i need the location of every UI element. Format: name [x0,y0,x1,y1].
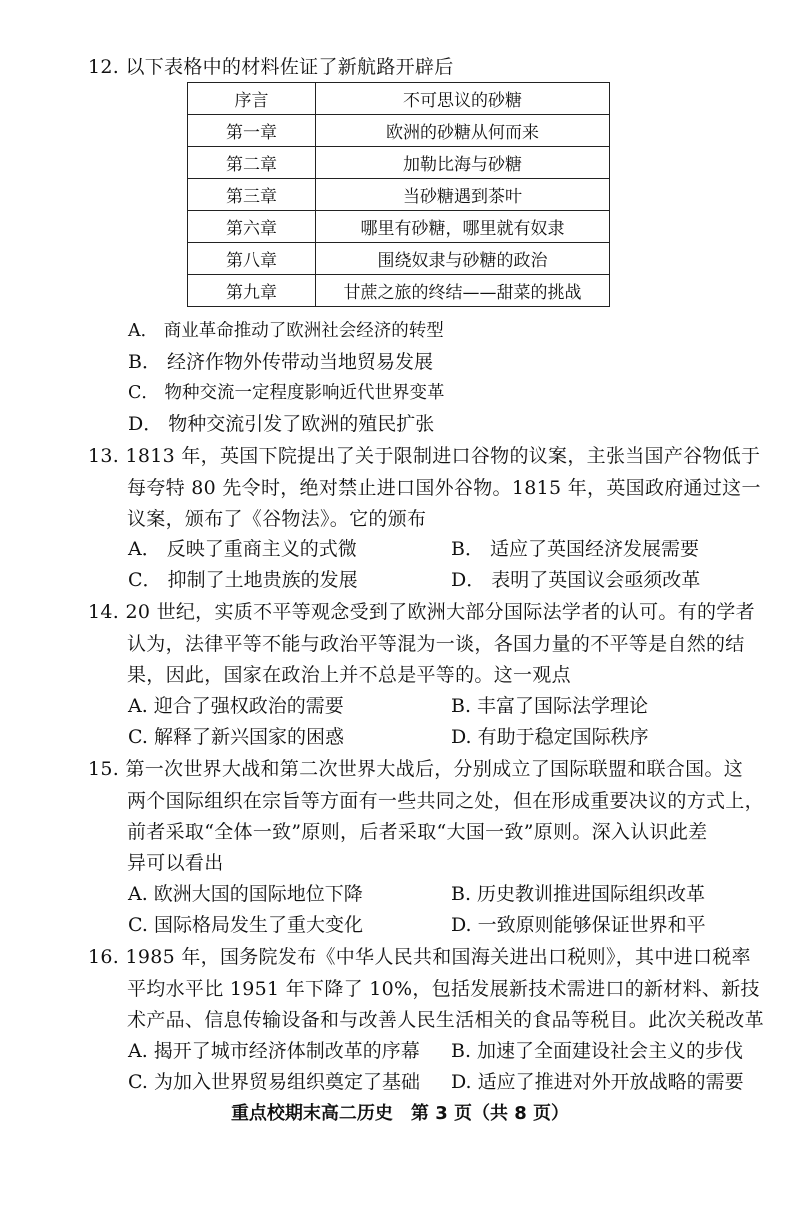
table-cell: 甘蔗之旅的终结——甜菜的挑战 [316,275,610,307]
q14-option-c[interactable]: C. 解释了新兴国家的困惑 [128,726,344,748]
q15-stem-line-1: 15. 第一次世界大战和第二次世界大战后，分别成立了国际联盟和联合国。这 [88,758,744,780]
q14-stem-line-1: 14. 20 世纪，实质不平等观念受到了欧洲大部分国际法学者的认可。有的学者 [88,601,755,623]
table-cell: 第三章 [188,179,316,211]
q15-stem-line-4: 异可以看出 [127,852,224,874]
q13-option-d[interactable]: D． 表明了英国议会亟须改革 [451,569,701,591]
q13-stem-line-3: 议案，颁布了《谷物法》。它的颁布 [127,508,427,530]
q14-stem-line-3: 果，因此，国家在政治上并不总是平等的。这一观点 [127,664,571,686]
q15-stem-line-2: 两个国际组织在宗旨等方面有一些共同之处，但在形成重要决议的方式上， [127,790,764,812]
table-cell: 加勒比海与砂糖 [316,147,610,179]
q15-option-a[interactable]: A. 欧洲大国的国际地位下降 [128,883,363,905]
q12-materials-table [187,82,610,307]
table-cell: 第八章 [188,243,316,275]
q16-option-c[interactable]: C. 为加入世界贸易组织奠定了基础 [128,1071,420,1093]
q14-stem-line-2: 认为，法律平等不能与政治平等混为一谈，各国力量的不平等是自然的结 [127,633,745,655]
q12-option-d[interactable]: D． 物种交流引发了欧洲的殖民扩张 [128,413,435,435]
q12-option-a[interactable]: A． 商业革命推动了欧洲社会经济的转型 [128,321,444,341]
q13-option-a[interactable]: A． 反映了重商主义的式微 [128,538,357,560]
table-row [188,147,610,179]
q13-stem-line-1: 13. 1813 年，英国下院提出了关于限制进口谷物的议案，主张当国产谷物低于 [88,445,761,467]
q14-option-b[interactable]: B. 丰富了国际法学理论 [451,695,649,717]
page-footer: 重点校期末高二历史 第 3 页（共 8 页） [230,1103,570,1124]
q13-stem-line-2: 每夸特 80 先令时，绝对禁止进口国外谷物。1815 年，英国政府通过这一 [127,477,761,499]
q14-option-d[interactable]: D. 有助于稳定国际秩序 [451,726,649,748]
table-cell: 第一章 [188,115,316,147]
q16-stem-line-1: 16. 1985 年，国务院发布《中华人民共和国海关进出口税则》，其中进口税率 [88,946,751,968]
table-row [188,211,610,243]
table-cell: 当砂糖遇到茶叶 [316,179,610,211]
q13-option-c[interactable]: C． 抑制了土地贵族的发展 [128,569,358,591]
q12-option-b[interactable]: B． 经济作物外传带动当地贸易发展 [128,351,434,373]
table-row [188,243,610,275]
q16-option-d[interactable]: D. 适应了推进对外开放战略的需要 [451,1071,744,1093]
table-cell: 序言 [188,83,316,115]
table-cell: 哪里有砂糖，哪里就有奴隶 [316,211,610,243]
table-cell: 第六章 [188,211,316,243]
q12-option-c[interactable]: C． 物种交流一定程度影响近代世界变革 [128,383,445,403]
q13-option-b[interactable]: B． 适应了英国经济发展需要 [451,538,700,560]
q16-option-b[interactable]: B. 加速了全面建设社会主义的步伐 [451,1040,744,1062]
table-cell: 第九章 [188,275,316,307]
table-cell: 第二章 [188,147,316,179]
table-row [188,275,610,307]
q15-option-d[interactable]: D. 一致原则能够保证世界和平 [451,914,706,936]
q14-option-a[interactable]: A. 迎合了强权政治的需要 [128,695,344,717]
table-cell: 欧洲的砂糖从何而来 [316,115,610,147]
table-row [188,83,610,115]
q15-option-c[interactable]: C. 国际格局发生了重大变化 [128,914,363,936]
q15-option-b[interactable]: B. 历史教训推进国际组织改革 [451,883,706,905]
q12-stem: 12. 以下表格中的材料佐证了新航路开辟后 [88,56,454,78]
table-cell: 不可思议的砂糖 [316,83,610,115]
q16-stem-line-3: 术产品、信息传输设备和与改善人民生活相关的食品等税目。此次关税改革 [127,1009,764,1031]
q16-option-a[interactable]: A. 揭开了城市经济体制改革的序幕 [128,1040,420,1062]
q15-stem-line-3: 前者采取“全体一致”原则，后者采取“大国一致”原则。深入认识此差 [127,821,708,843]
q16-stem-line-2: 平均水平比 1951 年下降了 10%，包括发展新技术需进口的新材料、新技 [127,978,760,1000]
table-row [188,179,610,211]
table-row [188,115,610,147]
table-cell: 围绕奴隶与砂糖的政治 [316,243,610,275]
